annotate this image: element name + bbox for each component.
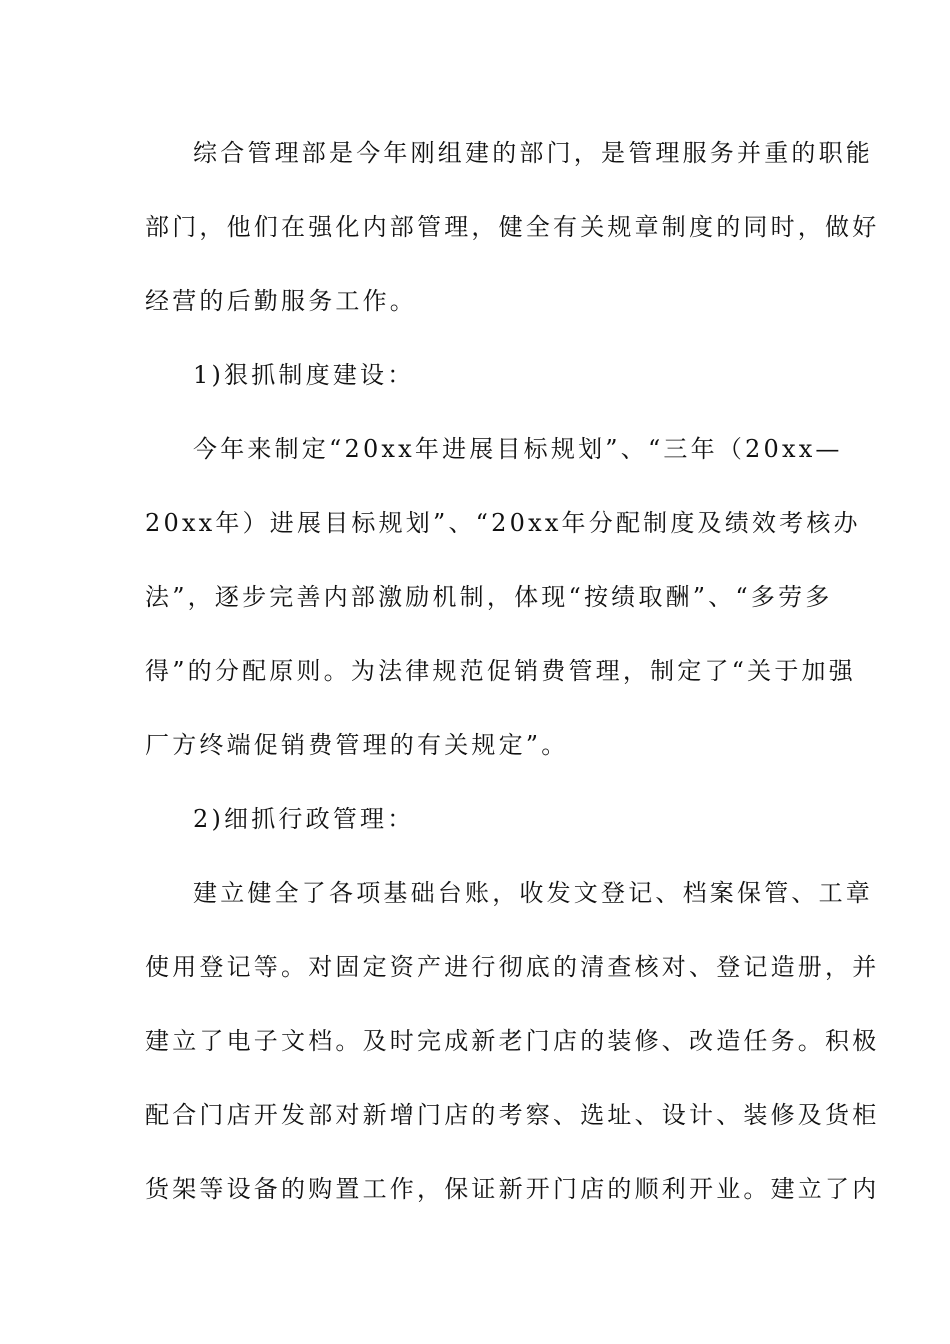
paragraph-3-line-3: 建立了电子文档。及时完成新老门店的装修、改造任务。积极	[145, 1027, 880, 1055]
paragraph-3-line-2: 使用登记等。对固定资产进行彻底的清查核对、登记造册，并	[145, 953, 880, 981]
paragraph-3-line-4: 配合门店开发部对新增门店的考察、选址、设计、装修及货柜	[145, 1101, 880, 1129]
section-heading-2: 2)细抓行政管理：	[193, 805, 415, 833]
section-heading-1: 1)狠抓制度建设：	[193, 361, 415, 389]
paragraph-2-line-3: 法”，逐步完善内部激励机制，体现“按绩取酬”、“多劳多	[145, 583, 833, 611]
paragraph-2-line-2: 20xx年）进展目标规划”、“20xx年分配制度及绩效考核办	[145, 509, 861, 537]
paragraph-1-line-1: 综合管理部是今年刚组建的部门，是管理服务并重的职能	[193, 139, 873, 167]
paragraph-3-line-1: 建立健全了各项基础台账，收发文登记、档案保管、工章	[193, 879, 873, 907]
paragraph-2-line-5: 厂方终端促销费管理的有关规定”。	[145, 731, 569, 759]
paragraph-1-line-2: 部门，他们在强化内部管理，健全有关规章制度的同时，做好	[145, 213, 880, 241]
paragraph-1-line-3: 经营的后勤服务工作。	[145, 287, 417, 315]
paragraph-3-line-5: 货架等设备的购置工作，保证新开门店的顺利开业。建立了内	[145, 1175, 880, 1203]
paragraph-2-line-4: 得”的分配原则。为法律规范促销费管理，制定了“关于加强	[145, 657, 856, 685]
paragraph-2-line-1: 今年来制定“20xx年进展目标规划”、“三年（20xx—	[193, 435, 843, 463]
